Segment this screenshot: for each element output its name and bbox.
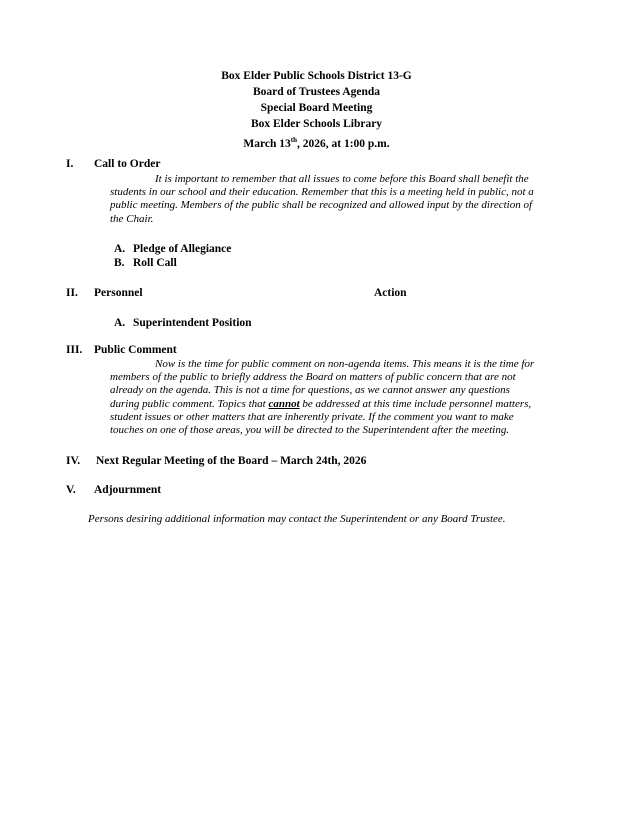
cannot-emphasis: cannot (268, 397, 300, 410)
section-number: I. (66, 158, 74, 170)
list-item-pledge: Pledge of Allegiance (133, 243, 232, 255)
meeting-location: Box Elder Schools Library (250, 118, 383, 130)
section-title-personnel: Personnel (94, 287, 143, 299)
list-item-superintendent-position: Superintendent Position (133, 317, 252, 329)
section-title-call-to-order: Call to Order (94, 158, 161, 170)
section-number: II. (66, 287, 78, 299)
meeting-date: March 13th, 2026, at 1:00 p.m. (243, 136, 390, 150)
public-comment-paragraph: Now is the time for public comment on non-agenda items. This means it is the time for members of the public to briefly address the Board on matters of public concern that are not already on the agenda. This is not a time for questions, as we cannot answer any questions during public comment. Topics that cannot be addressed at this time include personnel matters, student issues or other matters that are inherently private. If the comment you want to make touches on one of those areas, you will be directed to the Superintendent after the meeting. (110, 358, 535, 437)
agenda-header (0, 68, 633, 152)
section-title-next-meeting: Next Regular Meeting of the Board – March 24th, 2026 (96, 455, 367, 467)
footer-note: Persons desiring additional information may contact the Superintendent or any Board Trustee. (88, 513, 506, 525)
list-item-letter: A. (114, 317, 126, 329)
list-item-letter: A. (114, 243, 126, 255)
meeting-type: Special Board Meeting (260, 102, 373, 114)
section-number: IV. (66, 455, 81, 467)
district-name: Box Elder Public Schools District 13-G (221, 70, 412, 82)
list-item-roll-call: Roll Call (133, 257, 177, 269)
section-number: V. (66, 484, 76, 496)
board-agenda-title: Board of Trustees Agenda (252, 86, 381, 98)
action-label: Action (374, 287, 407, 299)
call-to-order-paragraph: It is important to remember that all issues to come before this Board shall benefit the students in our school and their education. Remember that this is a meeting held in public, not a public meeting. Members of the public shall be recognized and allowed input by the direction of the Chair. (110, 173, 534, 225)
section-number: III. (66, 344, 83, 356)
list-item-letter: B. (114, 257, 125, 269)
section-title-public-comment: Public Comment (94, 344, 177, 356)
section-title-adjournment: Adjournment (94, 484, 162, 496)
